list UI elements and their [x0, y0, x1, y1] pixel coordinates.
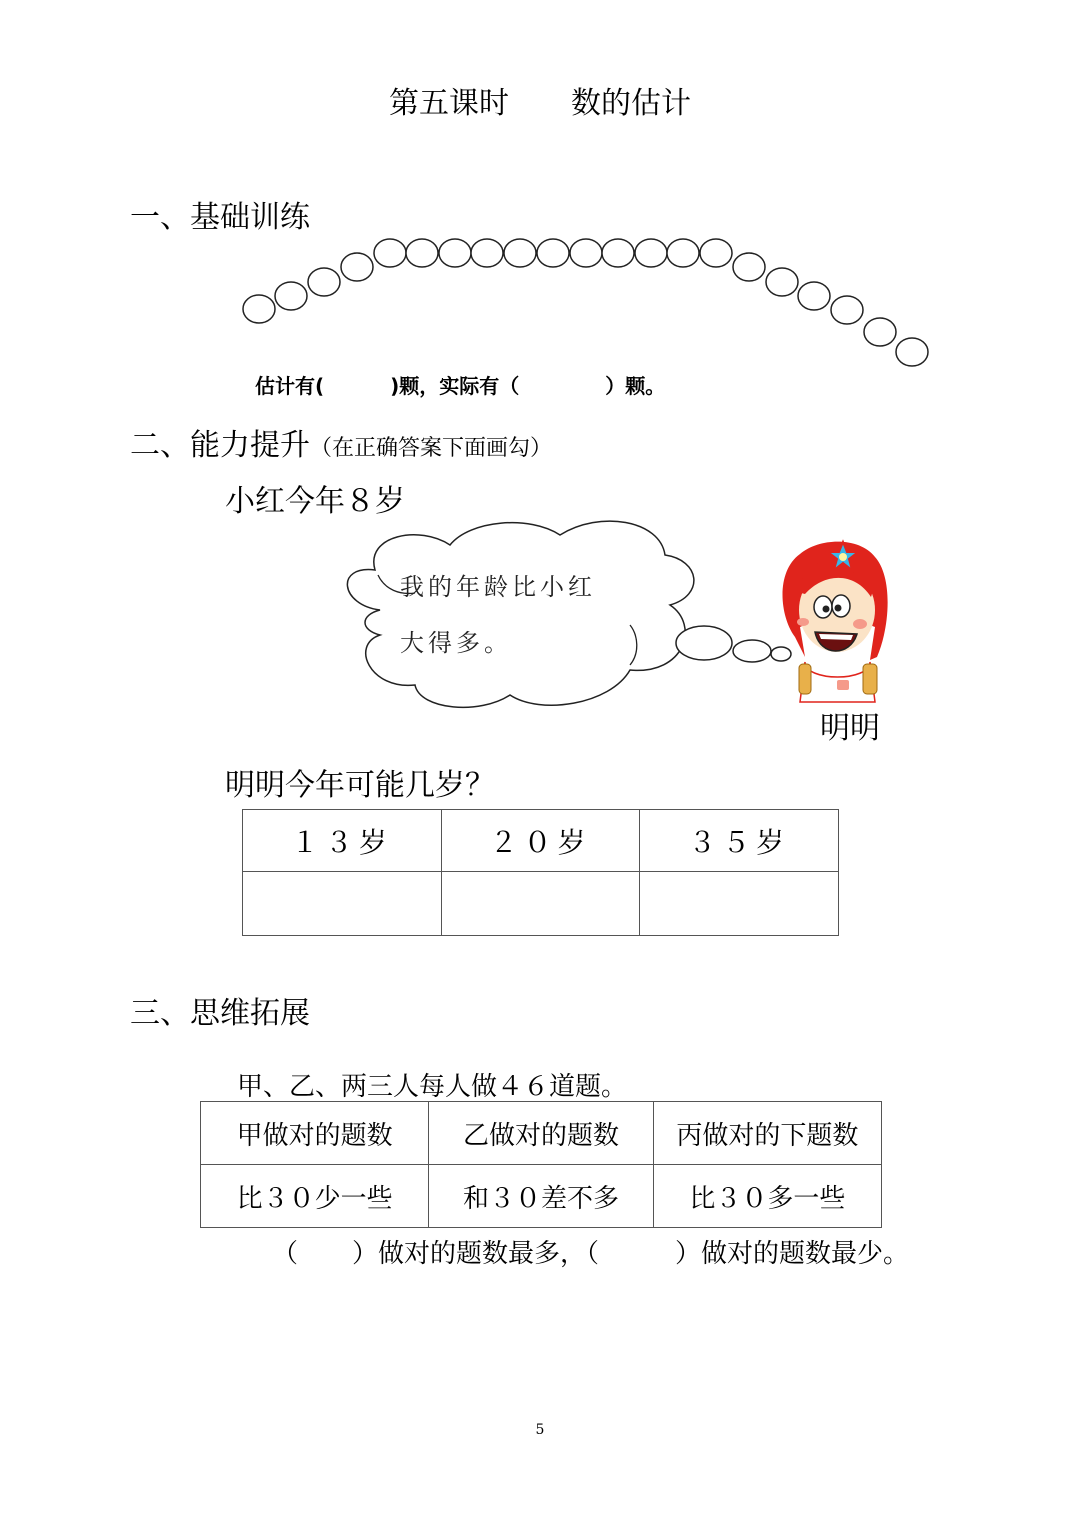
xiaohong-statement: 小红今年８岁: [225, 484, 405, 519]
girl-cartoon-icon: [775, 532, 895, 702]
answer-open: （: [272, 1239, 299, 1269]
bead: [504, 239, 536, 267]
bead: [602, 239, 634, 267]
age-option-20: ２０岁: [441, 810, 640, 872]
section2-heading-text: 二、能力提升: [130, 428, 310, 463]
thought-dot-medium: [733, 640, 771, 662]
bead: [733, 253, 765, 281]
value-yi: 和３０差不多: [429, 1165, 653, 1228]
bead: [374, 239, 406, 267]
age-check-row: [243, 872, 839, 936]
section-heading-ability: [130, 420, 552, 464]
bead: [243, 295, 275, 323]
bubble-text-line1: 我的年龄比小红: [400, 573, 596, 601]
bead: [341, 253, 373, 281]
estimate-line: [255, 370, 665, 399]
header-yi: 乙做对的题数: [429, 1102, 653, 1165]
page-number: 5: [535, 1422, 545, 1438]
thought-bubble: [330, 515, 800, 715]
header-jia: 甲做对的题数: [201, 1102, 429, 1165]
bead: [700, 239, 732, 267]
bubble-cloud-shape: [347, 521, 694, 707]
bead: [896, 338, 928, 366]
bead: [570, 239, 602, 267]
mingming-label: 明明: [820, 711, 880, 746]
bead: [667, 239, 699, 267]
answer-middle: ）做对的题数最多，（: [352, 1239, 600, 1269]
header-bing: 丙做对的下题数: [653, 1102, 881, 1165]
score-value-row: [201, 1165, 882, 1228]
age-options-row: [243, 810, 839, 872]
bubble-text-line2: 大得多。: [400, 629, 512, 657]
actual-label: )颗，实际有（: [390, 374, 520, 398]
bead: [864, 318, 896, 346]
score-header-row: [201, 1102, 882, 1165]
check-cell-35[interactable]: [640, 872, 839, 936]
bead-arc: [0, 0, 1080, 400]
age-option-35: ３５岁: [640, 810, 839, 872]
title-topic: 数的估计: [571, 86, 691, 121]
thought-dot-large: [676, 626, 732, 660]
answer-line: [272, 1233, 909, 1270]
estimate-end: ）颗。: [605, 374, 666, 398]
bead: [406, 239, 438, 267]
value-bing: 比３０多一些: [653, 1165, 881, 1228]
check-cell-13[interactable]: [243, 872, 442, 936]
estimate-label: 估计有(: [255, 374, 325, 398]
score-table: [200, 1101, 882, 1228]
section-heading-thinking: 三、思维拓展: [130, 996, 310, 1031]
bead: [766, 268, 798, 296]
bead: [537, 239, 569, 267]
problem-text: 甲、乙、两三人每人做４６道题。: [237, 1072, 628, 1102]
value-jia: 比３０少一些: [201, 1165, 429, 1228]
bead: [798, 282, 830, 310]
section-heading-basic: 一、基础训练: [130, 200, 310, 235]
bead: [275, 282, 307, 310]
age-question: 明明今年可能几岁？: [225, 768, 495, 803]
check-cell-20[interactable]: [441, 872, 640, 936]
bead: [635, 239, 667, 267]
bead: [831, 296, 863, 324]
bead: [439, 239, 471, 267]
bead: [308, 268, 340, 296]
answer-end: ）做对的题数最少。: [675, 1239, 910, 1269]
bead: [471, 239, 503, 267]
age-options-table: [242, 809, 839, 936]
title-lesson: 第五课时: [389, 86, 509, 121]
age-option-13: １３岁: [243, 810, 442, 872]
section2-note: （在正确答案下面画勾）: [310, 436, 553, 461]
